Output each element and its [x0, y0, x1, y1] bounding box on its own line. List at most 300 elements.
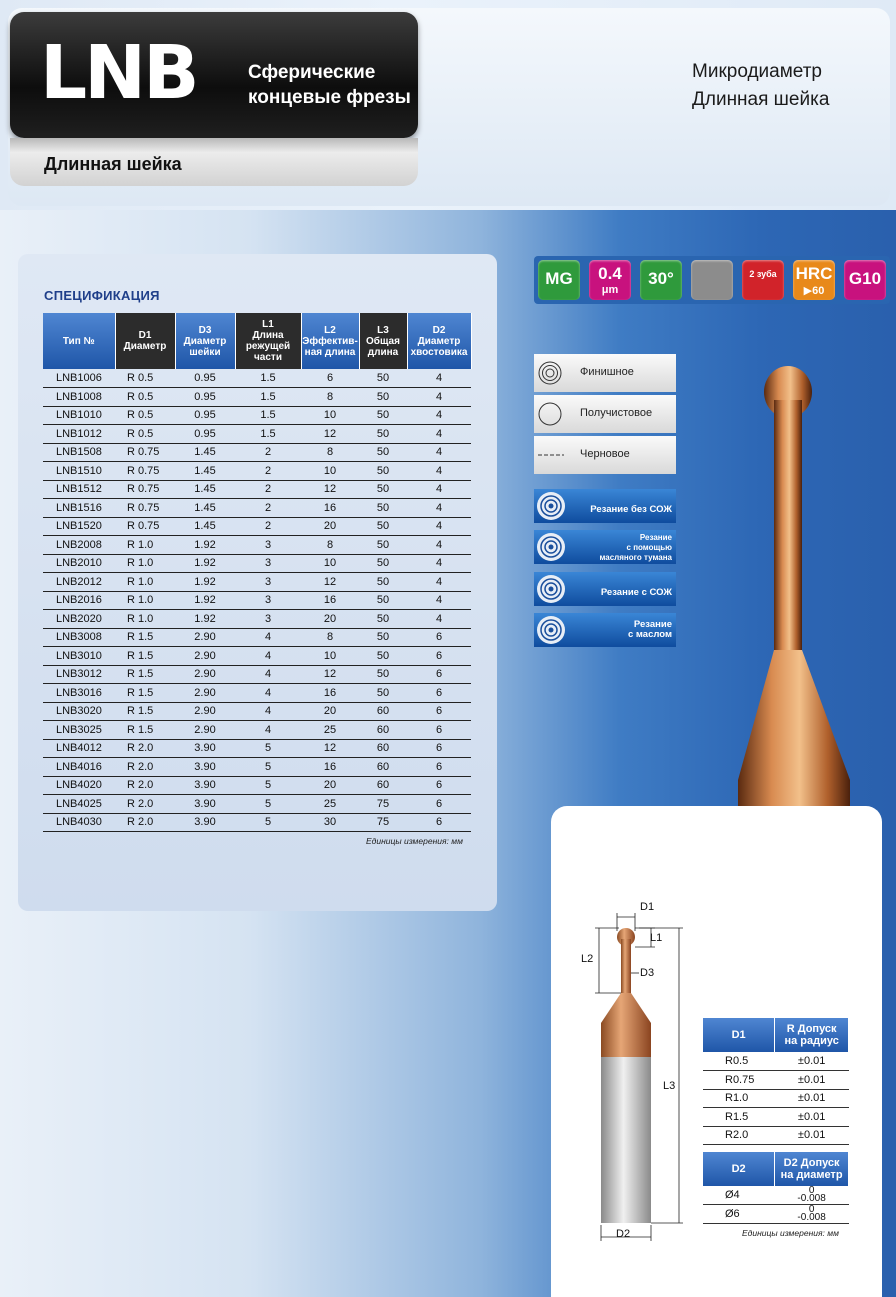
table-cell: 5 — [235, 739, 301, 758]
table-row — [43, 388, 471, 407]
table-cell: 2.90 — [175, 702, 235, 721]
table-row — [43, 499, 471, 518]
table-cell: 50 — [359, 610, 407, 629]
table-cell: R 2.0 — [115, 813, 175, 832]
table-cell: 2.90 — [175, 684, 235, 703]
table-cell: 16 — [301, 684, 359, 703]
table-row — [703, 1071, 849, 1090]
table-cell: 4 — [407, 462, 471, 481]
badge-text: MG — [545, 269, 573, 288]
table-header-row — [43, 313, 471, 369]
table-row — [43, 647, 471, 666]
machining-mode-row — [534, 395, 676, 433]
table-row — [43, 443, 471, 462]
table-cell: 25 — [301, 795, 359, 814]
table-cell: 4 — [407, 443, 471, 462]
table-row — [703, 1108, 849, 1127]
column-header-line: Тип № — [62, 335, 95, 347]
table-row — [43, 665, 471, 684]
table-cell: 12 — [301, 425, 359, 444]
cooling-mode-label: Резание — [639, 533, 672, 542]
table-cell: 50 — [359, 554, 407, 573]
table-cell: R 0.75 — [115, 517, 175, 536]
table-cell: 4 — [407, 573, 471, 592]
table-cell: 2.90 — [175, 721, 235, 740]
table-cell: 4 — [407, 388, 471, 407]
table-cell: LNB1516 — [43, 499, 115, 518]
diameter-tolerance-table — [703, 1152, 849, 1224]
specification-table — [43, 313, 472, 832]
table-cell: R 2.0 — [115, 758, 175, 777]
table-cell: 6 — [407, 721, 471, 740]
table-cell: LNB4020 — [43, 776, 115, 795]
table-cell: R 0.5 — [115, 369, 175, 388]
table-cell: 1.5 — [235, 425, 301, 444]
diameter-tol-header-tol — [775, 1152, 849, 1186]
cooling-mode-label: Резание без СОЖ — [590, 504, 672, 515]
table-cell: LNB4012 — [43, 739, 115, 758]
column-header-line: Длина — [252, 330, 284, 341]
table-cell: 1.92 — [175, 591, 235, 610]
column-header-line: D1 — [138, 330, 152, 341]
machining-mode-row — [534, 436, 676, 474]
table-cell: 1.92 — [175, 573, 235, 592]
tolerance-cell — [775, 1186, 849, 1205]
table-cell: R 1.5 — [115, 684, 175, 703]
label-d3: D3 — [640, 967, 655, 979]
table-cell: 4 — [407, 517, 471, 536]
table-cell: R 0.5 — [115, 425, 175, 444]
table-row — [43, 517, 471, 536]
column-header — [175, 313, 235, 369]
table-cell: 6 — [407, 813, 471, 832]
table-cell: R0.5 — [703, 1052, 775, 1071]
two-flutes-icon — [742, 260, 784, 300]
table-cell: 50 — [359, 536, 407, 555]
cooling-mode-label: Резание — [633, 619, 672, 630]
column-header-line: L1 — [262, 319, 274, 330]
table-cell: 16 — [301, 758, 359, 777]
column-header — [115, 313, 175, 369]
table-cell: 50 — [359, 684, 407, 703]
table-row — [43, 684, 471, 703]
table-cell: 1.45 — [175, 480, 235, 499]
product-subtitle — [248, 60, 411, 110]
table-cell: 50 — [359, 462, 407, 481]
badge-text: HRC — [795, 264, 833, 283]
g10-icon — [844, 260, 886, 300]
table-cell: 2 — [235, 480, 301, 499]
column-header-line: Диаметр — [183, 335, 227, 347]
table-row — [43, 406, 471, 425]
table-cell: LNB2016 — [43, 591, 115, 610]
table-cell: 6 — [407, 702, 471, 721]
table-cell: 3.90 — [175, 813, 235, 832]
table-cell: R 0.75 — [115, 443, 175, 462]
table-cell: 3 — [235, 610, 301, 629]
mg-coating-icon — [538, 260, 580, 300]
table-row — [43, 739, 471, 758]
helix-angle-icon — [640, 260, 682, 300]
table-row — [43, 758, 471, 777]
table-cell: 0.95 — [175, 369, 235, 388]
tool-dimension-drawing — [575, 895, 695, 1245]
diameter-tol-header-line2: на диаметр — [780, 1169, 843, 1181]
table-cell: R 1.0 — [115, 610, 175, 629]
cooling-mode-row — [534, 572, 676, 606]
table-cell: 50 — [359, 499, 407, 518]
table-cell: 1.45 — [175, 443, 235, 462]
table-cell: 60 — [359, 776, 407, 795]
table-cell: 4 — [235, 628, 301, 647]
table-cell: LNB1510 — [43, 462, 115, 481]
table-cell: R 1.5 — [115, 665, 175, 684]
table-cell: 50 — [359, 517, 407, 536]
table-cell: 5 — [235, 813, 301, 832]
table-cell: 3.90 — [175, 776, 235, 795]
column-header-line: L2 — [324, 324, 336, 336]
column-header — [235, 313, 301, 369]
table-cell: 60 — [359, 721, 407, 740]
table-row — [703, 1126, 849, 1145]
table-cell: LNB3016 — [43, 684, 115, 703]
table-row — [43, 795, 471, 814]
table-cell: LNB1520 — [43, 517, 115, 536]
table-cell: 10 — [301, 462, 359, 481]
table-row — [43, 610, 471, 629]
table-cell: LNB2020 — [43, 610, 115, 629]
column-header-line: ная длина — [304, 346, 356, 358]
product-logo: LNB — [40, 30, 197, 116]
series-tab-label: Длинная шейка — [44, 154, 182, 174]
table-row — [43, 628, 471, 647]
table-cell: 4 — [407, 499, 471, 518]
lower-deviation: -0.008 — [797, 1211, 826, 1223]
table-cell: 50 — [359, 425, 407, 444]
table-cell: R2.0 — [703, 1126, 775, 1145]
table-cell: 1.92 — [175, 610, 235, 629]
table-cell: Ø4 — [703, 1186, 775, 1205]
cooling-mode-label: с маслом — [627, 629, 672, 640]
column-header-line: части — [254, 352, 282, 363]
table-row — [43, 776, 471, 795]
table-row — [43, 462, 471, 481]
table-cell: 50 — [359, 573, 407, 592]
table-cell: 1.45 — [175, 462, 235, 481]
table-cell: R1.5 — [703, 1108, 775, 1127]
table-row — [43, 425, 471, 444]
table-cell: LNB1012 — [43, 425, 115, 444]
table-cell: 12 — [301, 665, 359, 684]
table-cell: 4 — [407, 480, 471, 499]
table-cell: 60 — [359, 702, 407, 721]
table-cell: LNB4025 — [43, 795, 115, 814]
tolerance-cell — [775, 1205, 849, 1224]
table-cell: 50 — [359, 665, 407, 684]
badge-text: 30° — [648, 269, 674, 288]
radius-tol-header-line2: на радиус — [784, 1035, 839, 1047]
table-cell: R 0.75 — [115, 499, 175, 518]
badge-text: 2 зуба — [749, 269, 777, 279]
badge-subtext: μm — [601, 284, 619, 296]
table-cell: R 0.5 — [115, 388, 175, 407]
table-cell: 4 — [407, 425, 471, 444]
hardness-icon — [793, 260, 835, 300]
table-cell: 50 — [359, 369, 407, 388]
table-cell: 12 — [301, 480, 359, 499]
table-cell: 5 — [235, 795, 301, 814]
table-cell: 1.5 — [235, 388, 301, 407]
column-header-line: L3 — [377, 324, 389, 336]
table-cell: 4 — [407, 369, 471, 388]
units-note-2: Единицы измерения: мм — [742, 1228, 839, 1238]
subtitle-line1: Сферические — [248, 62, 376, 83]
table-cell: 25 — [301, 721, 359, 740]
table-cell: 50 — [359, 480, 407, 499]
table-row — [703, 1186, 849, 1205]
table-cell: 4 — [407, 610, 471, 629]
table-cell: 0.95 — [175, 406, 235, 425]
radius-tolerance-table — [703, 1018, 849, 1145]
table-cell: LNB1008 — [43, 388, 115, 407]
table-cell: LNB3008 — [43, 628, 115, 647]
table-cell: 30 — [301, 813, 359, 832]
radius-tol-header-tol — [775, 1018, 849, 1052]
upper-deviation: 0 — [808, 1203, 815, 1215]
upper-deviation: 0 — [808, 1185, 815, 1196]
table-cell: Ø6 — [703, 1205, 775, 1224]
table-row — [703, 1089, 849, 1108]
table-cell: 1.5 — [235, 369, 301, 388]
column-header-line: длина — [367, 346, 399, 358]
table-cell: R 1.0 — [115, 573, 175, 592]
table-cell: R 0.75 — [115, 480, 175, 499]
table-cell: LNB3010 — [43, 647, 115, 666]
table-cell: 2.90 — [175, 628, 235, 647]
table-cell: LNB2008 — [43, 536, 115, 555]
table-row — [43, 813, 471, 832]
header-right-line2: Длинная шейка — [692, 89, 830, 110]
column-header-line: Эффектив- — [302, 335, 358, 347]
table-cell: 3 — [235, 536, 301, 555]
table-cell: ±0.01 — [775, 1089, 849, 1108]
table-cell: 50 — [359, 388, 407, 407]
machining-mode-label: Черновое — [580, 448, 630, 460]
table-cell: 20 — [301, 776, 359, 795]
table-cell: 3 — [235, 591, 301, 610]
table-row — [43, 369, 471, 388]
table-cell: 0.95 — [175, 425, 235, 444]
table-cell: 6 — [407, 647, 471, 666]
table-cell: 6 — [407, 776, 471, 795]
label-l2: L2 — [581, 953, 594, 965]
table-cell: 2.90 — [175, 647, 235, 666]
column-header-line: хвостовика — [410, 346, 468, 358]
table-cell: 60 — [359, 739, 407, 758]
table-cell: 6 — [301, 369, 359, 388]
table-cell: 16 — [301, 499, 359, 518]
table-cell: 3 — [235, 573, 301, 592]
machining-mode-label: Финишное — [580, 366, 634, 378]
cooling-mode-row — [534, 530, 676, 564]
cooling-mode-label: Резание с СОЖ — [600, 587, 672, 598]
table-cell: 8 — [301, 536, 359, 555]
table-cell: 4 — [407, 591, 471, 610]
table-cell: 8 — [301, 628, 359, 647]
table-row — [43, 702, 471, 721]
radius-tol-header-d1: D1 — [703, 1018, 775, 1052]
oil-mist-icon — [537, 533, 565, 561]
table-cell: LNB4030 — [43, 813, 115, 832]
label-d1: D1 — [640, 901, 655, 913]
column-header — [301, 313, 359, 369]
table-cell: LNB3020 — [43, 702, 115, 721]
table-cell: 4 — [235, 721, 301, 740]
table-cell: 10 — [301, 647, 359, 666]
diameter-tol-header-line1: D2 Допуск — [783, 1157, 840, 1169]
table-row — [703, 1205, 849, 1224]
diameter-tol-header-d2: D2 — [703, 1152, 775, 1186]
radius-tol-header-line1: R Допуск — [786, 1023, 837, 1035]
table-cell: 6 — [407, 758, 471, 777]
table-cell: R 1.0 — [115, 554, 175, 573]
column-header-line: D3 — [198, 324, 212, 336]
coolant-icon — [537, 575, 565, 603]
cooling-mode-label: с помощью — [626, 543, 672, 552]
table-row — [43, 573, 471, 592]
table-cell: R 1.5 — [115, 702, 175, 721]
table-cell: LNB1508 — [43, 443, 115, 462]
badge-text: 0.4 — [598, 264, 622, 283]
header-right-line1: Микродиаметр — [692, 61, 823, 82]
badge-text: G10 — [848, 269, 882, 288]
table-row — [43, 554, 471, 573]
table-cell: 4 — [407, 536, 471, 555]
table-cell: 6 — [407, 684, 471, 703]
cooling-mode-label: масляного тумана — [599, 553, 672, 562]
units-note: Единицы измерения: мм — [366, 836, 463, 846]
label-l3: L3 — [663, 1080, 676, 1092]
table-cell: LNB4016 — [43, 758, 115, 777]
table-cell: 4 — [407, 554, 471, 573]
table-cell: LNB2010 — [43, 554, 115, 573]
table-cell: R 2.0 — [115, 776, 175, 795]
table-cell: ±0.01 — [775, 1108, 849, 1127]
column-header-line: шейки — [189, 346, 221, 358]
table-cell: 2.90 — [175, 665, 235, 684]
table-cell: R 2.0 — [115, 795, 175, 814]
table-cell: 3 — [235, 554, 301, 573]
oil-cutting-icon — [537, 616, 565, 644]
badge-subtext: ▶60 — [803, 285, 825, 297]
feature-badges — [534, 256, 890, 304]
tolerance-icon — [589, 260, 631, 300]
table-cell: 10 — [301, 554, 359, 573]
table-row — [43, 721, 471, 740]
column-header-line: Общая — [366, 335, 400, 347]
table-cell: 5 — [235, 758, 301, 777]
cooling-mode-row — [534, 613, 676, 647]
roughing-icon — [534, 436, 568, 474]
table-cell: 2 — [235, 462, 301, 481]
table-cell: 1.45 — [175, 499, 235, 518]
lower-deviation: -0.008 — [797, 1193, 826, 1204]
machining-mode-row — [534, 354, 676, 392]
table-cell: LNB3025 — [43, 721, 115, 740]
table-cell: 50 — [359, 647, 407, 666]
table-cell: 0.95 — [175, 388, 235, 407]
table-cell: LNB2012 — [43, 573, 115, 592]
ball-end-icon — [691, 260, 733, 300]
table-cell: 50 — [359, 406, 407, 425]
table-cell: 50 — [359, 591, 407, 610]
table-cell: 6 — [407, 739, 471, 758]
table-cell: 1.92 — [175, 536, 235, 555]
table-row — [703, 1052, 849, 1071]
column-header-line: D2 — [432, 324, 446, 336]
table-cell: LNB1006 — [43, 369, 115, 388]
table-cell: 4 — [235, 647, 301, 666]
table-cell: R 0.5 — [115, 406, 175, 425]
table-row — [43, 480, 471, 499]
table-cell: 3.90 — [175, 739, 235, 758]
cooling-mode-row — [534, 489, 676, 523]
finishing-icon — [534, 354, 568, 392]
table-cell: 4 — [235, 702, 301, 721]
table-cell: 5 — [235, 776, 301, 795]
table-cell: 3.90 — [175, 758, 235, 777]
table-cell: R 1.5 — [115, 628, 175, 647]
table-cell: ±0.01 — [775, 1052, 849, 1071]
column-header-line: режущей — [245, 341, 291, 352]
table-cell: 4 — [407, 406, 471, 425]
subtitle-line2: концевые фрезы — [248, 87, 411, 108]
column-header — [43, 313, 115, 369]
table-cell: 4 — [235, 665, 301, 684]
semi-finishing-icon — [534, 395, 568, 433]
table-cell: 2 — [235, 443, 301, 462]
table-cell: R 0.75 — [115, 462, 175, 481]
table-cell: 2 — [235, 499, 301, 518]
table-cell: ±0.01 — [775, 1126, 849, 1145]
table-cell: LNB1512 — [43, 480, 115, 499]
table-cell: 75 — [359, 795, 407, 814]
table-cell: 8 — [301, 443, 359, 462]
table-cell: 6 — [407, 665, 471, 684]
table-cell: R 1.0 — [115, 591, 175, 610]
table-cell: 12 — [301, 739, 359, 758]
table-cell: R 1.5 — [115, 647, 175, 666]
table-cell: 8 — [301, 388, 359, 407]
header-right-text — [692, 58, 829, 114]
series-tab — [10, 138, 418, 186]
table-cell: 75 — [359, 813, 407, 832]
table-row — [43, 591, 471, 610]
table-row — [43, 536, 471, 555]
column-header — [359, 313, 407, 369]
table-cell: 1.5 — [235, 406, 301, 425]
table-cell: R 1.5 — [115, 721, 175, 740]
table-cell: 20 — [301, 702, 359, 721]
label-l1: L1 — [650, 932, 663, 944]
table-cell: 1.92 — [175, 554, 235, 573]
table-cell: 6 — [407, 628, 471, 647]
table-cell: 16 — [301, 591, 359, 610]
machining-mode-label: Получистовое — [580, 407, 653, 419]
table-cell: ±0.01 — [775, 1071, 849, 1090]
table-cell: R 2.0 — [115, 739, 175, 758]
table-cell: 6 — [407, 795, 471, 814]
